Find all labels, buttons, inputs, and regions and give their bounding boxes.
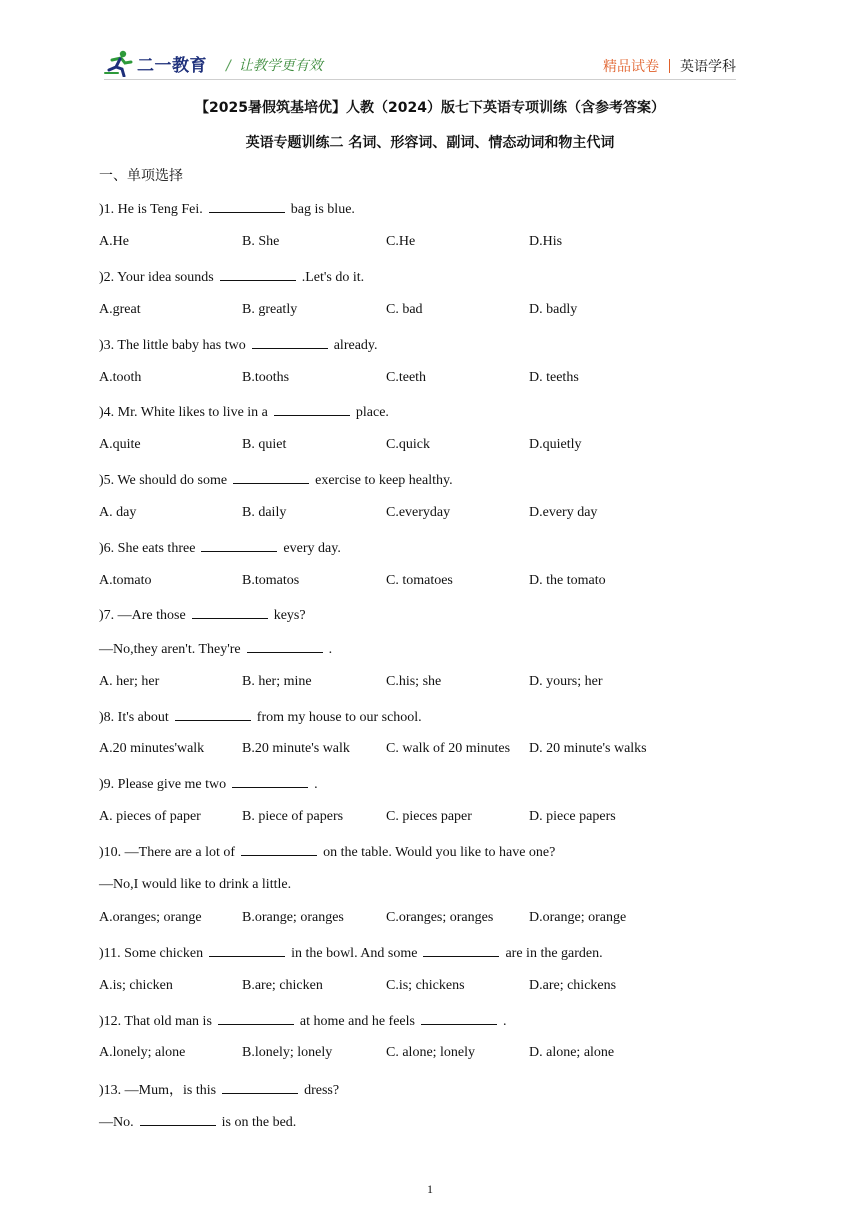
answer-blank <box>209 200 285 213</box>
question-9 <box>99 775 318 793</box>
option-a: A.20 minutes'walk <box>99 741 205 756</box>
question-4 <box>99 403 389 421</box>
option-d: D. piece papers <box>529 809 616 824</box>
option-b: B. quiet <box>242 437 287 452</box>
options-6 <box>99 573 739 591</box>
question-2 <box>99 268 364 286</box>
option-b: B. She <box>242 234 280 249</box>
option-c: C.his; she <box>386 674 442 689</box>
option-b: B.20 minute's walk <box>242 741 350 756</box>
options-3 <box>99 370 739 388</box>
option-b: B.are; chicken <box>242 978 323 993</box>
question-text-end: keys? <box>273 608 306 623</box>
answer-blank <box>140 1113 216 1126</box>
slash-divider: / <box>226 58 231 74</box>
option-c: C.everyday <box>386 505 451 520</box>
option-d: D. the tomato <box>529 573 606 588</box>
option-c: C. pieces paper <box>386 809 472 824</box>
answer-blank <box>252 336 328 349</box>
options-8 <box>99 741 739 759</box>
question-10 <box>99 843 555 861</box>
answer-blank <box>220 268 296 281</box>
option-d: D. 20 minute's walks <box>529 741 647 756</box>
option-a: A.quite <box>99 437 141 452</box>
question-text-end: .Let's do it. <box>301 270 365 285</box>
answer-blank <box>241 843 317 856</box>
reply-text-end: . <box>328 642 333 657</box>
slogan-text: 让教学更有效 <box>238 58 323 74</box>
option-a: A.He <box>99 234 129 249</box>
option-a: A. her; her <box>99 674 160 689</box>
option-c: C. alone; lonely <box>386 1045 476 1060</box>
option-c: C.quick <box>386 437 430 452</box>
question-text-end: exercise to keep healthy. <box>315 473 453 488</box>
answer-blank <box>209 944 285 957</box>
page-number: 1 <box>427 1182 433 1196</box>
option-d: D.His <box>529 234 563 249</box>
option-a: A. day <box>99 505 137 520</box>
answer-blank <box>247 640 323 653</box>
option-b: B.tomatos <box>242 573 300 588</box>
option-b: B.tooths <box>242 370 290 385</box>
question-13 <box>99 1079 339 1099</box>
option-a: A.tooth <box>99 370 142 385</box>
question-text: )1. He is Teng Fei. <box>99 202 203 217</box>
answer-blank <box>222 1081 298 1094</box>
option-b: B. piece of papers <box>242 809 344 824</box>
option-c: C.oranges; oranges <box>386 910 494 925</box>
options-10 <box>99 910 739 928</box>
question-11 <box>99 944 603 962</box>
answer-blank <box>423 944 499 957</box>
question-text-end: bag is blue. <box>290 202 355 217</box>
question-3 <box>99 336 378 354</box>
question-text: )6. She eats three <box>99 541 196 556</box>
option-a: A.great <box>99 302 141 317</box>
option-d: D. badly <box>529 302 578 317</box>
question-text: )7. —Are those <box>99 608 186 623</box>
answer-blank <box>218 1012 294 1025</box>
option-c: C.He <box>386 234 416 249</box>
answer-blank <box>192 606 268 619</box>
question-text-end: . <box>314 777 318 792</box>
reply-text-end: is on the bed. <box>221 1115 297 1130</box>
option-d: D. yours; her <box>529 674 603 689</box>
question-text-end: dress? <box>304 1083 340 1098</box>
question-text: )13. —Mum，is this <box>99 1083 217 1098</box>
header-tags <box>603 56 736 76</box>
answer-blank <box>421 1012 497 1025</box>
reply-text: —No,they aren't. They're <box>99 642 241 657</box>
option-b: B. daily <box>242 505 287 520</box>
runner-logo-icon <box>104 49 134 77</box>
option-c: C. tomatoes <box>386 573 453 588</box>
option-a: A.is; chicken <box>99 978 173 993</box>
tag-subject: 英语学科 <box>680 59 736 75</box>
document-title: 【2025暑假筑基培优】人教（2024）版七下英语专项训练（含参考答案） <box>195 100 665 116</box>
question-text-mid: at home and he feels <box>299 1014 415 1029</box>
option-a: A.lonely; alone <box>99 1045 186 1060</box>
question-text: )10. —There are a lot of <box>99 845 236 860</box>
question-text: )3. The little baby has two <box>99 338 246 353</box>
options-2 <box>99 302 739 320</box>
option-c: C.teeth <box>386 370 427 385</box>
tag-premium: 精品试卷 <box>603 59 659 75</box>
question-13-reply <box>99 1113 296 1131</box>
option-a: A.tomato <box>99 573 152 588</box>
logo <box>104 48 207 78</box>
question-text: )12. That old man is <box>99 1014 212 1029</box>
options-5 <box>99 505 739 523</box>
question-text-end: already. <box>333 338 378 353</box>
question-7-reply <box>99 640 332 658</box>
answer-blank <box>232 775 308 788</box>
question-text-mid: in the bowl. And some <box>291 946 418 961</box>
option-b: B. her; mine <box>242 674 312 689</box>
answer-blank <box>233 471 309 484</box>
question-10-reply: —No,I would like to drink a little. <box>99 877 292 892</box>
section-heading: 一、单项选择 <box>99 168 183 184</box>
option-a: A.oranges; orange <box>99 910 202 925</box>
question-text: )11. Some chicken <box>99 946 204 961</box>
question-text-end: . <box>502 1014 507 1029</box>
reply-text: —No. <box>99 1115 134 1130</box>
question-text-end: on the table. Would you like to have one? <box>323 845 556 860</box>
answer-blank <box>274 403 350 416</box>
page-header <box>104 48 736 80</box>
option-d: D. alone; alone <box>529 1045 615 1060</box>
header-rule <box>104 79 736 80</box>
question-text-end: every day. <box>283 541 341 556</box>
question-text: )9. Please give me two <box>99 777 227 792</box>
options-7 <box>99 674 739 692</box>
option-b: B. greatly <box>242 302 298 317</box>
option-c: C.is; chickens <box>386 978 465 993</box>
option-d: D.every day <box>529 505 598 520</box>
logo-text: 二一教育 <box>137 55 207 76</box>
question-8 <box>99 708 422 726</box>
options-4 <box>99 437 739 455</box>
option-c: C. walk of 20 minutes <box>386 741 511 756</box>
tag-divider <box>669 59 670 73</box>
question-1 <box>99 200 355 218</box>
question-text-end: place. <box>355 405 389 420</box>
answer-blank <box>201 539 277 552</box>
question-text: )5. We should do some <box>99 473 228 488</box>
option-c: C. bad <box>386 302 423 317</box>
option-d: D.are; chickens <box>529 978 617 993</box>
question-text: )4. Mr. White likes to live in a <box>99 405 268 420</box>
question-text: )8. It's about <box>99 710 169 725</box>
option-b: B.orange; oranges <box>242 910 344 925</box>
options-9 <box>99 809 739 827</box>
option-a: A. pieces of paper <box>99 809 201 824</box>
answer-blank <box>175 708 251 721</box>
question-5 <box>99 471 453 489</box>
question-12 <box>99 1012 506 1030</box>
question-7 <box>99 606 306 624</box>
options-12 <box>99 1045 739 1063</box>
slogan <box>226 55 323 75</box>
options-11 <box>99 978 739 996</box>
question-text-end: are in the garden. <box>505 946 603 961</box>
option-d: D. teeths <box>529 370 579 385</box>
option-b: B.lonely; lonely <box>242 1045 333 1060</box>
question-text-end: from my house to our school. <box>256 710 422 725</box>
question-6 <box>99 539 341 557</box>
option-d: D.orange; orange <box>529 910 627 925</box>
question-text: )2. Your idea sounds <box>99 270 214 285</box>
option-d: D.quietly <box>529 437 582 452</box>
document-subtitle: 英语专题训练二 名词、形容词、副词、情态动词和物主代词 <box>245 135 615 151</box>
options-1 <box>99 234 739 252</box>
